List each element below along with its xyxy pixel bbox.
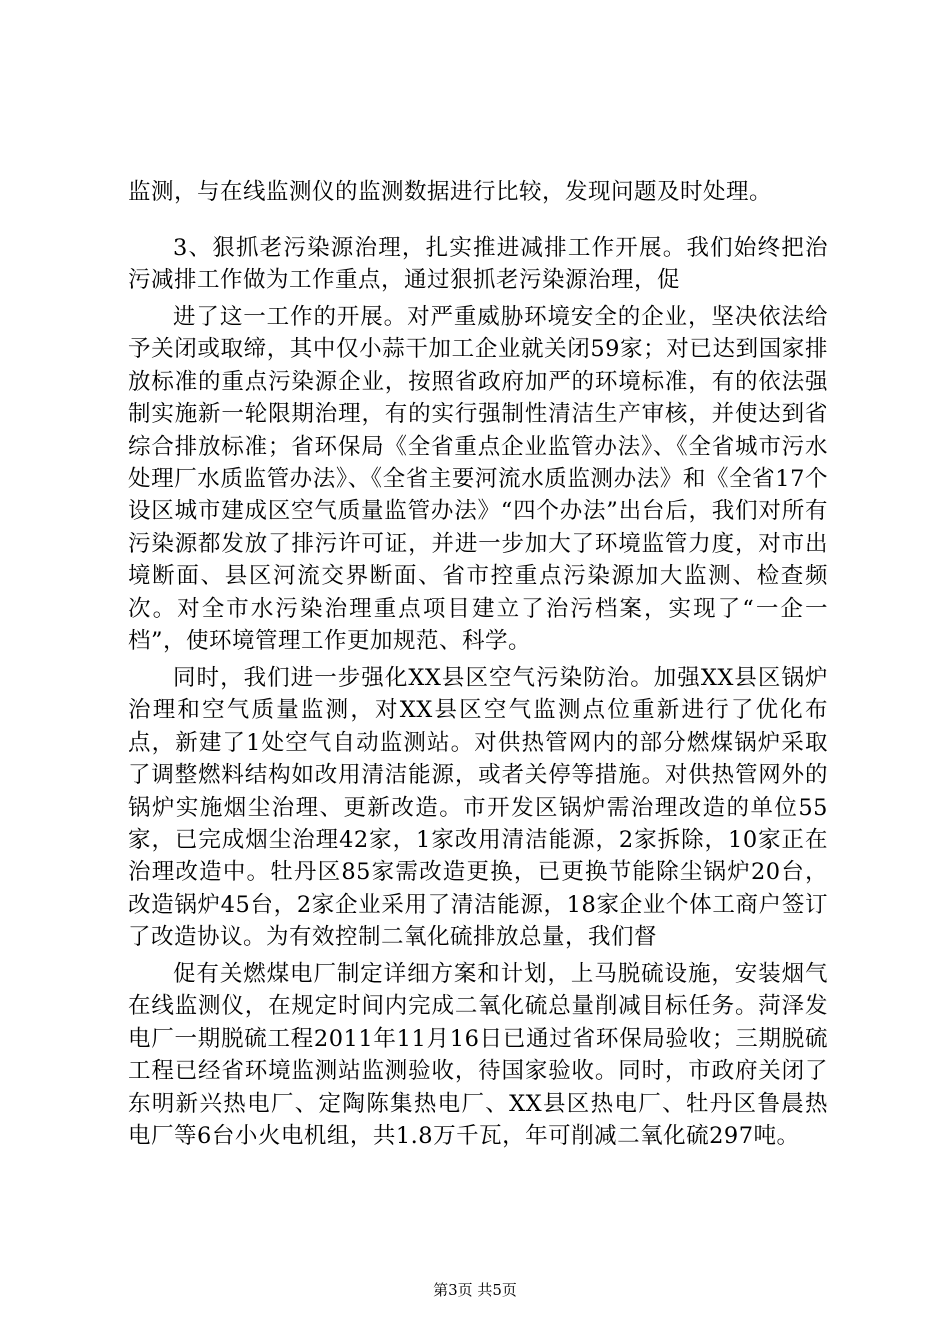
paragraph-enterprise-regulation: 进了这一工作的开展。对严重威胁环境安全的企业，坚决依法给予关闭或取缔，其中仅小蒜干加工企业就关闭59家；对已达到国家排放标准的重点污染源企业，按照省政府加严的环境标准，有的依法强制实施新一轮限期治理，有的实行强制性清洁生产审核，并使达到省综合排放标准；省环保局《全省重点企业监管办法》、《全省城市污水处理厂水质监管办法》、《全省主要河流水质监测办法》和《全省17个设区城市建成区空气质量监管办法》“四个办法”出台后，我们对所有污染源都发放了排污许可证，并进一步加大了环境监管力度，对市出境断面、县区河流交界断面、省市控重点污染源加大监测、检查频次。对全市水污染治理重点项目建立了治污档案，实现了“一企一档”，使环境管理工作更加规范、科学。 [128, 304, 828, 655]
paragraph-desulfurization: 促有关燃煤电厂制定详细方案和计划，上马脱硫设施，安装烟气在线监测仪，在规定时间内完成二氧化硫总量削减目标任务。菏泽发电厂一期脱硫工程2011年11月16日已通过省环保局验收；三期脱硫工程已经省环境监测站监测验收，待国家验收。同时，市政府关闭了东明新兴热电厂、定陶陈集热电厂、XX县区热电厂、牡丹区鲁晨热电厂等6台小火电机组，共1.8万千瓦，年可削减二氧化硫297吨。 [128, 961, 828, 1150]
paragraph-monitoring-continuation: 监测，与在线监测仪的监测数据进行比较，发现问题及时处理。 [128, 179, 773, 205]
page-number-footer: 第3页 共5页 [433, 1281, 517, 1299]
paragraph-air-pollution-prevention: 同时，我们进一步强化XX县区空气污染防治。加强XX县区锅炉治理和空气质量监测，对XX县区空气监测点位重新进行了优化布点，新建了1处空气自动监测站。对供热管网内的部分燃煤锅炉采取了调整燃料结构如改用清洁能源，或者关停等措施。对供热管网外的锅炉实施烟尘治理、更新改造。市开发区锅炉需治理改造的单位55家，已完成烟尘治理42家，1家改用清洁能源，2家拆除，10家正在治理改造中。牡丹区85家需改造更换，已更换节能除尘锅炉20台，改造锅炉45台，2家企业采用了清洁能源，18家企业个体工商户签订了改造协议。为有效控制二氧化硫排放总量，我们督 [128, 665, 828, 951]
paragraph-pollution-control-heading: 3、狠抓老污染源治理，扎实推进减排工作开展。我们始终把治污减排工作做为工作重点，通过狠抓老污染源治理，促 [128, 235, 828, 294]
